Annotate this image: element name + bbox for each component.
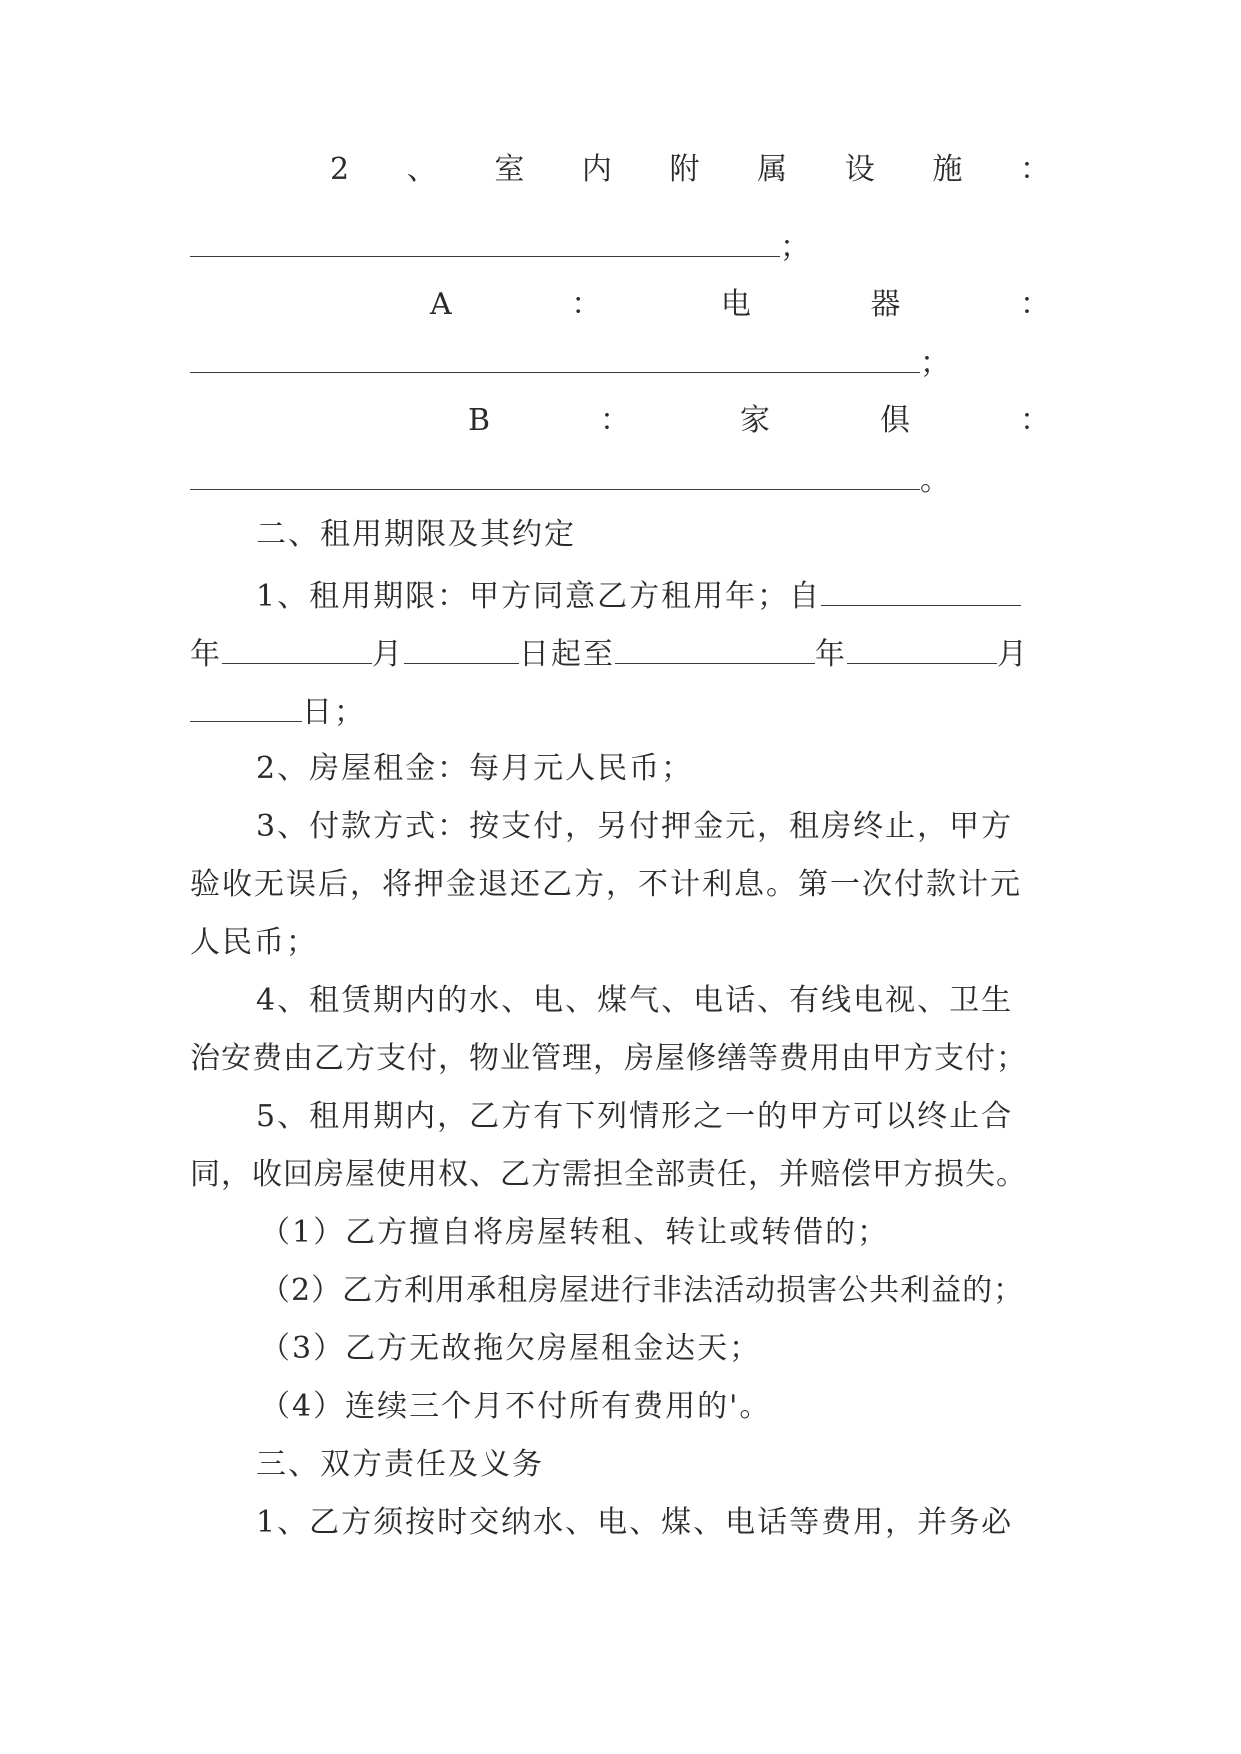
year-label: 年 bbox=[190, 637, 222, 672]
facilities-char: 室 bbox=[494, 152, 525, 187]
end-month-blank bbox=[847, 633, 997, 664]
section3-title: 三、双方责任及义务 bbox=[256, 1447, 544, 1482]
item-b-blank-line bbox=[190, 459, 1050, 499]
fill-blank bbox=[190, 459, 920, 490]
section2-title: 二、租用期限及其约定 bbox=[256, 517, 576, 552]
item-a-blank-line bbox=[190, 342, 1050, 382]
facilities-char: ： bbox=[1019, 152, 1050, 187]
facilities-char: 2 bbox=[330, 152, 350, 187]
section3-paragraph-1: 1、乙方须按时交纳水、电、煤、电话等费用，并务必 bbox=[256, 1505, 1014, 1540]
item-a-char: A bbox=[430, 287, 452, 322]
month2-label: 月 bbox=[997, 637, 1029, 672]
facilities-char: 设 bbox=[844, 152, 875, 187]
fees-line-1: 4、租赁期内的水、电、煤气、电话、有线电视、卫生 bbox=[256, 983, 1014, 1018]
facilities-heading bbox=[330, 150, 1050, 190]
case-item: （4）连续三个月不付所有费用的'。 bbox=[260, 1389, 772, 1424]
month-label: 月 bbox=[372, 637, 404, 672]
fill-blank bbox=[190, 226, 780, 257]
item-a-char: ： bbox=[1019, 287, 1050, 322]
item-a-char: ： bbox=[571, 287, 602, 322]
day-from-label: 日起至 bbox=[519, 637, 615, 672]
payment-line-1: 3、付款方式：按支付，另付押金元，租房终止，甲方 bbox=[256, 809, 1014, 844]
item-a-heading bbox=[430, 285, 1050, 325]
case-item: （2）乙方利用承租房屋进行非法活动损害公共利益的； bbox=[260, 1273, 1025, 1308]
fill-blank bbox=[190, 342, 920, 373]
facilities-char: 属 bbox=[757, 152, 788, 187]
case-item: （3）乙方无故拖欠房屋租金达天； bbox=[260, 1331, 762, 1366]
payment-line-2: 验收无误后，将押金退还乙方，不计利息。第一次付款计元 bbox=[190, 867, 1022, 902]
end-day-blank bbox=[190, 691, 302, 722]
termination-line-2: 同，收回房屋使用权、乙方需担全部责任，并赔偿甲方损失。 bbox=[190, 1157, 1027, 1192]
line-end-punct: ； bbox=[780, 230, 812, 265]
rent-line: 2、房屋租金：每月元人民币； bbox=[256, 751, 694, 786]
term-line-2 bbox=[190, 633, 1050, 673]
term-text: 1、租用期限：甲方同意乙方租用年；自 bbox=[256, 579, 822, 614]
facilities-char: 内 bbox=[581, 152, 612, 187]
start-day-blank bbox=[404, 633, 519, 664]
item-b-char: ： bbox=[1019, 403, 1050, 438]
item-b-heading bbox=[468, 401, 1050, 441]
start-year-blank bbox=[821, 575, 1021, 606]
payment-line-3: 人民币； bbox=[190, 925, 318, 960]
item-b-char: 家 bbox=[740, 403, 771, 438]
item-b-char: 俱 bbox=[880, 403, 910, 438]
end-year-blank bbox=[615, 633, 815, 664]
item-a-char: 电 bbox=[720, 287, 751, 322]
case-item: （1）乙方擅自将房屋转租、转让或转借的； bbox=[260, 1215, 890, 1250]
item-b-char: B bbox=[468, 403, 491, 438]
line-end-punct: 。 bbox=[920, 463, 952, 498]
facilities-char: 施 bbox=[932, 152, 963, 187]
term-line-3 bbox=[190, 691, 1050, 731]
facilities-blank-line bbox=[190, 226, 1050, 266]
facilities-char: 、 bbox=[406, 152, 437, 187]
year2-label: 年 bbox=[815, 637, 847, 672]
facilities-char: 附 bbox=[669, 152, 700, 187]
item-a-char: 器 bbox=[870, 287, 901, 322]
fees-line-2: 治安费由乙方支付，物业管理，房屋修缮等费用由甲方支付； bbox=[190, 1041, 1027, 1076]
item-b-char: ： bbox=[600, 403, 631, 438]
term-line-1 bbox=[190, 575, 1050, 615]
line-end-punct: ； bbox=[920, 346, 952, 381]
start-month-blank bbox=[222, 633, 372, 664]
termination-line-1: 5、租用期内，乙方有下列情形之一的甲方可以终止合 bbox=[256, 1099, 1014, 1134]
day-end-label: 日； bbox=[302, 695, 366, 730]
